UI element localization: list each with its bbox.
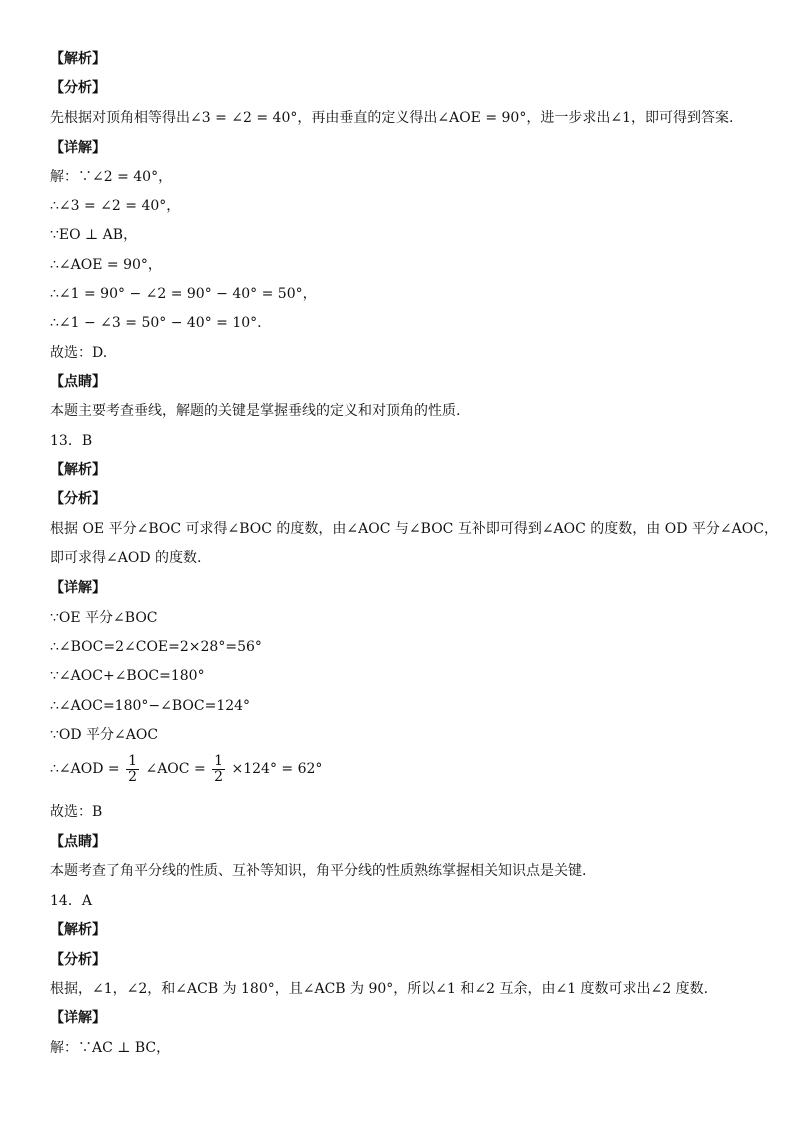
fraction-one-half: [126, 754, 139, 785]
section-header-fenxi: 【分析】: [50, 80, 106, 96]
solution-line: ∴∠AOE = 90°，: [50, 257, 162, 273]
comment-text: 本题考查了角平分线的性质、互补等知识，角平分线的性质熟练掌握相关知识点是关键.: [50, 863, 587, 879]
question-number: 14．A: [50, 893, 92, 909]
section-header-xiangjie: 【详解】: [50, 580, 106, 596]
section-header-xiangjie: 【详解】: [50, 140, 106, 156]
section-header-jiexi: 【解析】: [50, 462, 106, 478]
solution-line: ∴∠3 = ∠2 = 40°，: [50, 198, 181, 214]
solution-line: ∴∠1 − ∠3 = 50° − 40° = 10°.: [50, 315, 262, 331]
solution-line: 解：∵AC ⊥ BC，: [50, 1040, 171, 1056]
section-header-fenxi: 【分析】: [50, 952, 106, 968]
equation-middle: ∠AOC =: [145, 761, 206, 777]
fraction-denominator: 2: [128, 768, 138, 785]
fraction-equation: [50, 752, 760, 786]
equation-suffix: ×124° = 62°: [231, 761, 323, 777]
solution-line: ∴∠AOC=180°−∠BOC=124°: [50, 698, 251, 714]
comment-text: 本题主要考查垂线，解题的关键是掌握垂线的定义和对顶角的性质.: [50, 403, 461, 419]
equation-prefix: ∴∠AOD =: [50, 761, 120, 777]
solution-line: ∵∠AOC+∠BOC=180°: [50, 668, 205, 684]
fraction-numerator: 1: [128, 752, 138, 769]
answer-choice: 故选：D.: [50, 345, 108, 361]
analysis-text: 先根据对顶角相等得出∠3 = ∠2 = 40°，再由垂直的定义得出∠AOE = 90°，进一步求出∠1，即可得到答案.: [50, 110, 734, 126]
fraction-one-half: [212, 754, 225, 785]
solution-line: ∵EO ⊥ AB，: [50, 227, 138, 243]
section-header-dianjing: 【点睛】: [50, 374, 106, 390]
answer-choice: 故选：B: [50, 804, 103, 820]
solution-line: ∵OE 平分∠BOC: [50, 610, 158, 626]
section-header-xiangjie: 【详解】: [50, 1010, 106, 1026]
section-header-jiexi: 【解析】: [50, 922, 106, 938]
analysis-text: 即可求得∠AOD 的度数.: [50, 550, 202, 566]
section-header-fenxi: 【分析】: [50, 491, 106, 507]
solution-line: ∴∠BOC=2∠COE=2×28°=56°: [50, 639, 262, 655]
analysis-text: 根据 OE 平分∠BOC 可求得∠BOC 的度数，由∠AOC 与∠BOC 互补即可得到∠AOC 的度数，由 OD 平分∠AOC，: [50, 521, 778, 537]
solution-line: 解：∵∠2 = 40°，: [50, 169, 173, 185]
solution-line: ∴∠1 = 90° − ∠2 = 90° − 40° = 50°，: [50, 286, 317, 302]
section-header-jiexi: 【解析】: [50, 51, 106, 67]
section-header-dianjing: 【点睛】: [50, 834, 106, 850]
fraction-numerator: 1: [214, 752, 224, 769]
solution-line: ∵OD 平分∠AOC: [50, 727, 159, 743]
question-number: 13．B: [50, 433, 93, 449]
analysis-text: 根据，∠1，∠2，和∠ACB 为 180°，且∠ACB 为 90°，所以∠1 和∠2 互余，由∠1 度数可求出∠2 度数.: [50, 981, 709, 997]
fraction-denominator: 2: [214, 768, 224, 785]
